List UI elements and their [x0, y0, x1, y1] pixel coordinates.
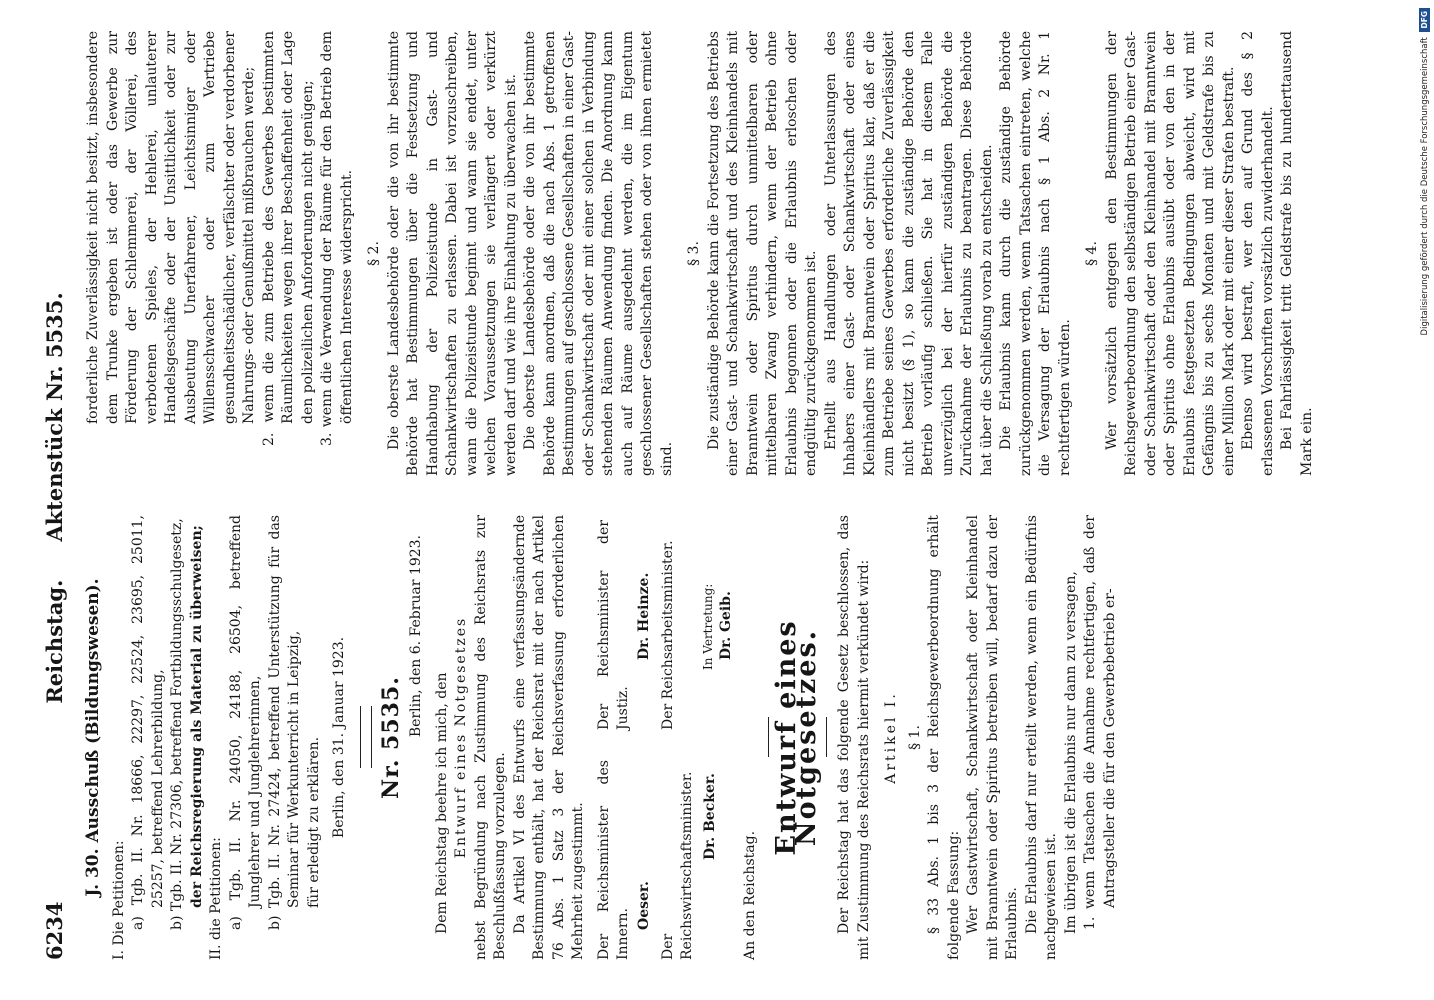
petitions-i-b: b) Tgb. II. Nr. 27306, betreffend Fortbildungsschulgesetz,	[169, 518, 185, 930]
signature-labour-name: Dr. Geib.	[717, 591, 734, 660]
petitions-i-conclusion: der Reichsregierung als Material zu überweisen;	[188, 525, 205, 908]
document-number-title: Nr. 5535.	[377, 676, 404, 799]
petitions-ii-heading: II. die Petitionen:	[208, 837, 224, 960]
signature-interior-name: Oeser.	[635, 881, 652, 930]
committee-date: Berlin, den 31. Januar 1923.	[331, 636, 347, 839]
divider-rule	[360, 707, 361, 769]
signature-labour-title: Der Reichsarbeitsminister.	[659, 540, 676, 730]
letter-date: Berlin, den 6. Februar 1923.	[408, 535, 424, 738]
signature-justice-title: Der Reichsminister der Justiz.	[595, 520, 631, 730]
running-head-left: Reichstag.	[42, 579, 67, 704]
dfg-logo-icon: DFG	[1419, 8, 1430, 32]
item-2: 2. wenn die zum Betriebe des Gewerbes bestimmten Räumlichkeiten wegen ihrer Beschaffenheit oder Lage den polizeilichen Anforderungen nicht genügen;	[260, 31, 316, 446]
digitization-note-text	[1419, 8, 1431, 988]
funding-text: Digitalisierung gefördert durch die Deutsche Forschungsgemeinschaft	[1420, 37, 1430, 336]
letter-line-1: Dem Reichstag beehre ich mich, den	[433, 672, 450, 934]
section-1-paragraph-1: § 33 Abs. 1 bis 3 der Reichsgewerbeordnung erhält folgende Fassung:	[926, 515, 962, 960]
signature-justice-name: Dr. Heinze.	[635, 572, 652, 660]
section-4-paragraph-1: Wer vorsätzlich entgegen den Bestimmungen der Reichsgewerbeordnung den selbständigen Betrieb einer Gast- oder Schankwirtschaft oder den Kleinhandel mit Branntwein oder Spiritus ohne Erlaubnis ausübt oder von den in der Erlaubnis festgesetzten Bedingungen abweicht, wird mit Gefängnis bis zu sechs Monaten und mit Geldstrafe bis zu einer Million Mark oder mit einer dieser Strafen bestraft.	[1103, 31, 1237, 476]
digitization-note	[1419, 8, 1431, 988]
petitions-i-heading: I. Die Petitionen:	[110, 840, 127, 960]
addressee: An den Reichstag.	[741, 830, 758, 960]
left-column	[84, 515, 1120, 960]
section-4-heading: § 4.	[1084, 241, 1100, 266]
section-2-paragraph-1: Die oberste Landesbehörde oder die von ihr bestimmte Behörde hat Bestimmungen über die Festsetzung und Handhabung der Polizeistunde in Gast- und Schankwirtschaften zu erlassen. Dabei ist vorzuschreiben, wann die Polizeistunde beginnt und wann sie endet, unter welchen Voraussetzungen sie verlängert oder verkürzt werden darf und wie ihre Einhaltung zu überwachen ist.	[385, 31, 519, 476]
petitions-i-a: a) Tgb. II. Nr. 18666, 22297, 22524, 23695, 25011, 25257, betreffend Lehrerbildung,	[130, 515, 166, 930]
section-1-paragraph-3: Die Erlaubnis darf nur erteilt werden, wenn ein Bedürfnis nachgewiesen ist.	[1023, 515, 1059, 960]
running-head-right: Aktenstück Nr. 5535.	[42, 292, 67, 542]
draft-title: Entwurf eines Notgesetzes.	[771, 619, 822, 856]
right-column	[84, 31, 1317, 476]
section-3-heading: § 3.	[686, 241, 702, 266]
signature-economics-title: Der Reichswirtschaftsminister.	[659, 771, 695, 960]
signature-block-1	[595, 515, 655, 960]
divider-rule	[768, 718, 769, 758]
section-3-paragraph-1: Die zuständige Behörde kann die Fortsetzung des Betriebs einer Gast- und Schankwirtschaft und des Kleinhandels mit Branntwein oder Spiritus durch unmittelbaren oder mittelbaren Zwang verhindern, wenn der Betrieb ohne Erlaubnis begonnen oder die Erlaubnis erloschen oder endgültig zurückgenommen ist.	[705, 31, 819, 476]
letter-paragraph-2: Da Artikel VI des Entwurfs eine verfassungsändernde Bestimmung enthält, hat der Reichsrat mit der nach Artikel 76 Abs. 1 Satz 3 der Reichsverfassung erforderlichen Mehrheit zugestimmt.	[511, 515, 586, 960]
section-1-paragraph-2: Wer Gastwirtschaft, Schankwirtschaft oder Kleinhandel mit Branntwein oder Spiritus betreiben will, bedarf dazu der Erlaubnis.	[965, 515, 1020, 960]
section-4-paragraph-3: Bei Fahrlässigkeit tritt Geldstrafe bis zu hunderttausend Mark ein.	[1279, 31, 1315, 476]
section-2-paragraph-2: Die oberste Landesbehörde oder die von ihr bestimmte Behörde kann anordnen, daß die nach Abs. 1 getroffenen Bestimmungen auf geschlossene Gesellschaften in einer Gast- oder Schankwirtschaft oder mit einer solchen in Verbindung stehenden Räumen Anwendung finden. Die Anordnung kann auch auf Räume ausgedehnt werden, die im Eigentum geschlossener Gesellschaften stehen oder von ihnen ermietet sind.	[522, 31, 675, 476]
draft-intro: Der Reichstag hat das folgende Gesetz beschlossen, das mit Zustimmung des Reichsrats hiermit verkündet wird:	[836, 515, 872, 960]
petitions-ii-b: b) Tgb. II. Nr. 27424, betreffend Unterstützung für das Seminar für Werkunterricht in Leipzig,	[266, 515, 302, 930]
article-heading: Artikel I.	[883, 691, 899, 784]
letter-line-2: Entwurf eines Notgesetzes	[453, 616, 469, 859]
letter-line-3: nebst Begründung nach Zustimmung des Reichsrats zur Beschlußfassung vorzulegen.	[472, 515, 508, 960]
committee-title: J. 30. Ausschuß (Bildungswesen).	[83, 578, 103, 897]
divider-rule	[826, 718, 827, 758]
divider-rule	[371, 707, 372, 769]
item-1-continuation: forderliche Zuverlässigkeit nicht besitzt, insbesondere dem Trunke ergeben ist oder das Gewerbe zur Förderung der Schlemmerei, der Völlerei, des verbotenen Spieles, der Hehlerei, unlauterer Handelsgeschäfte oder der Unsittlichkeit oder zur Ausbeutung Unerfahrener, Leichtsinniger oder Willensschwacher oder zum Vertriebe gesundheitsschädlicher, verfälschter oder verdorbener Nahrungs- oder Genußmittel mißbrauchen werde;	[85, 31, 257, 424]
section-1-paragraph-4: Im übrigen ist die Erlaubnis nur dann zu versagen,	[1062, 571, 1079, 934]
section-1-heading: § 1.	[906, 725, 923, 750]
signature-interior-title: Der Reichsminister des Innern.	[595, 760, 631, 960]
section-2-heading: § 2.	[366, 241, 382, 266]
running-head	[42, 36, 67, 960]
petitions-ii-conclusion: für erledigt zu erklären.	[305, 736, 322, 908]
section-3-paragraph-2: Erhellt aus Handlungen oder Unterlassungen des Inhabers einer Gast- oder Schankwirtschaft oder eines Kleinhändlers mit Branntwein oder Spiritus klar, daß er die zum Betriebe seines Gewerbes erforderliche Zuverlässigkeit nicht besitzt (§ 1), so kann die zuständige Behörde den Betrieb vorläufig schließen. Sie hat in diesem Falle unverzüglich bei der hierfür zuständigen Behörde die Zurücknahme der Erlaubnis zu beantragen. Diese Behörde hat über die Schließung vorab zu entscheiden.	[822, 31, 995, 476]
section-1-item-1: 1. wenn Tatsachen die Annahme rechtfertigen, daß der Antragsteller die für den Gewerbebetrieb er-	[1082, 515, 1118, 930]
signature-block-2	[659, 515, 741, 960]
signature-economics-name: Dr. Becker.	[701, 773, 718, 860]
item-3: 3. wenn die Verwendung der Räume für den Betrieb dem öffentlichen Interesse widerspricht.	[319, 31, 355, 446]
petitions-ii-a: a) Tgb. II. Nr. 24050, 24188, 26504, betreffend Junglehrer und Junglehrerinnen,	[227, 515, 263, 930]
section-3-paragraph-3: Die Erlaubnis kann durch die zuständige Behörde zurückgenommen werden, wenn Tatsachen eintreten, welche die Versagung der Erlaubnis nach § 1 Abs. 2 Nr. 1 rechtfertigen würden.	[998, 31, 1073, 476]
page-number: 6234	[42, 901, 67, 960]
signature-labour-vertretung: In Vertretung:	[700, 583, 715, 670]
section-4-paragraph-2: Ebenso wird bestraft, wer den auf Grund des § 2 erlassenen Vorschriften vorsätzlich zuwiderhandelt.	[1240, 31, 1276, 476]
page-header	[42, 36, 76, 960]
